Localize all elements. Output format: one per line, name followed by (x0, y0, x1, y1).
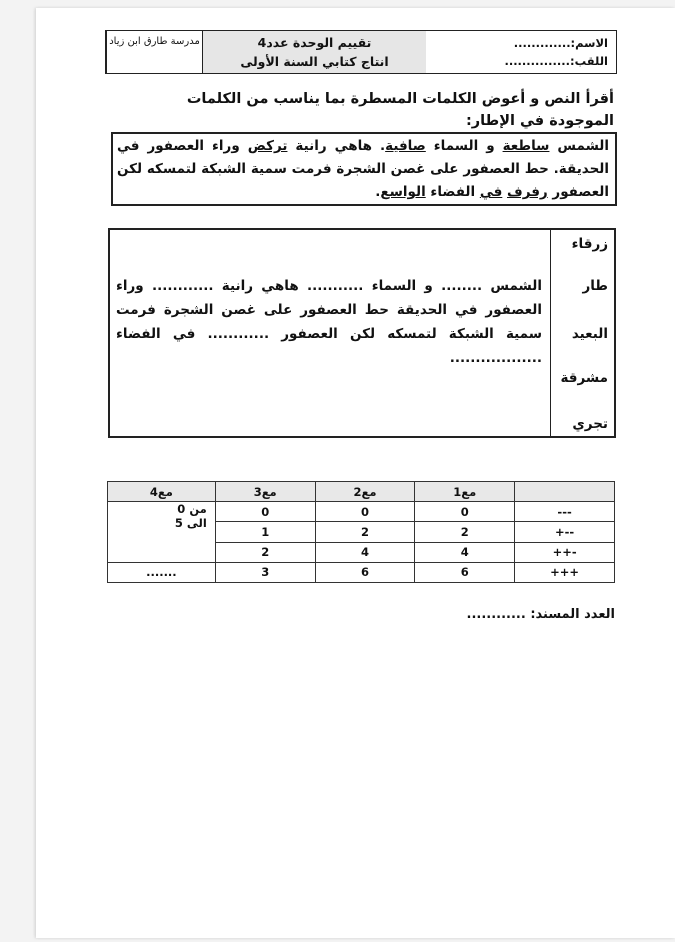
score-cell: 2 (215, 542, 315, 562)
level-cell: +++ (515, 562, 615, 582)
surname-field[interactable]: اللقب:............... (504, 54, 608, 68)
underlined-word: في (479, 184, 503, 200)
assessment-title (202, 31, 426, 73)
m4-range-cell (108, 502, 216, 563)
instruction-text: أقرأ النص و أعوض الكلمات المسطرة بما يناسب من الكلمات الموجودة في الإطار: (186, 91, 614, 129)
text-part: الفضاء (425, 184, 480, 200)
score-cell: 2 (415, 522, 515, 542)
word-bank-item: زرقاء (571, 236, 608, 252)
text-part: الشمس (549, 138, 609, 154)
criteria-table (107, 481, 615, 583)
school-name: مدرسة طارق ابن زياد (106, 31, 202, 73)
name-field[interactable]: الاسم:............. (513, 36, 608, 50)
word-bank-item: مشرقة (560, 370, 608, 386)
score-cell: 2 (315, 522, 415, 542)
title-line-2: انتاج كتابي السنة الأولى (240, 54, 389, 69)
criteria-header: مع4 (108, 482, 216, 502)
word-bank-item: البعيد (571, 326, 608, 342)
level-cell: -++ (515, 542, 615, 562)
score-cell: ....... (108, 562, 216, 582)
text-part: و السماء (425, 138, 503, 154)
m4-range-line: الى 5 (174, 516, 207, 531)
score-cell: 6 (315, 562, 415, 582)
text-part: . (375, 184, 381, 200)
level-cell: --- (515, 502, 615, 522)
score-cell: 4 (415, 542, 515, 562)
score-cell: 0 (315, 502, 415, 522)
student-info (426, 31, 616, 73)
score-cell: 4 (315, 542, 415, 562)
criteria-header: مع1 (415, 482, 515, 502)
underlined-word: رفرف (507, 184, 548, 200)
criteria-header: مع3 (215, 482, 315, 502)
word-bank (550, 230, 614, 436)
criteria-header: مع2 (315, 482, 415, 502)
score-cell: 6 (415, 562, 515, 582)
level-cell: --+ (515, 522, 615, 542)
word-bank-item: تجري (572, 416, 608, 432)
word-bank-box (108, 228, 616, 438)
score-cell: 0 (415, 502, 515, 522)
underlined-word: تركض (247, 138, 288, 154)
score-cell: 1 (215, 522, 315, 542)
text-part: وراء العصفور في الحديقة. حط العصفور على غصن الشجرة فرمت سمية الشبكة لتمسكه لكن العصفور (117, 138, 609, 200)
underlined-word: الواسع (380, 184, 426, 200)
criteria-header (515, 482, 615, 502)
score-cell: 3 (215, 562, 315, 582)
criteria-header-row (108, 482, 615, 502)
table-row (108, 562, 615, 582)
word-bank-item: طار (582, 278, 608, 294)
m4-range-line: من 0 (177, 502, 207, 517)
text-part: . هاهي رانية (287, 138, 386, 154)
table-row (108, 502, 615, 522)
source-text-box (111, 132, 617, 206)
title-line-1: تقييم الوحدة عدد4 (257, 35, 372, 50)
underlined-word: ساطعة (502, 138, 550, 154)
header-table (105, 30, 617, 74)
assigned-score[interactable]: العدد المسند: ............ (466, 607, 615, 622)
score-cell: 0 (215, 502, 315, 522)
underlined-word: صافية (385, 138, 426, 154)
fill-in-text[interactable]: الشمس ........ و السماء ........... هاهي رانية ............ وراء العصفور في الحديقة حط العصفور على غصن الشجرة فرمت سمية الشبكة لتمسكه لكن العصفور ............ في الفضاء .................. (116, 278, 542, 366)
